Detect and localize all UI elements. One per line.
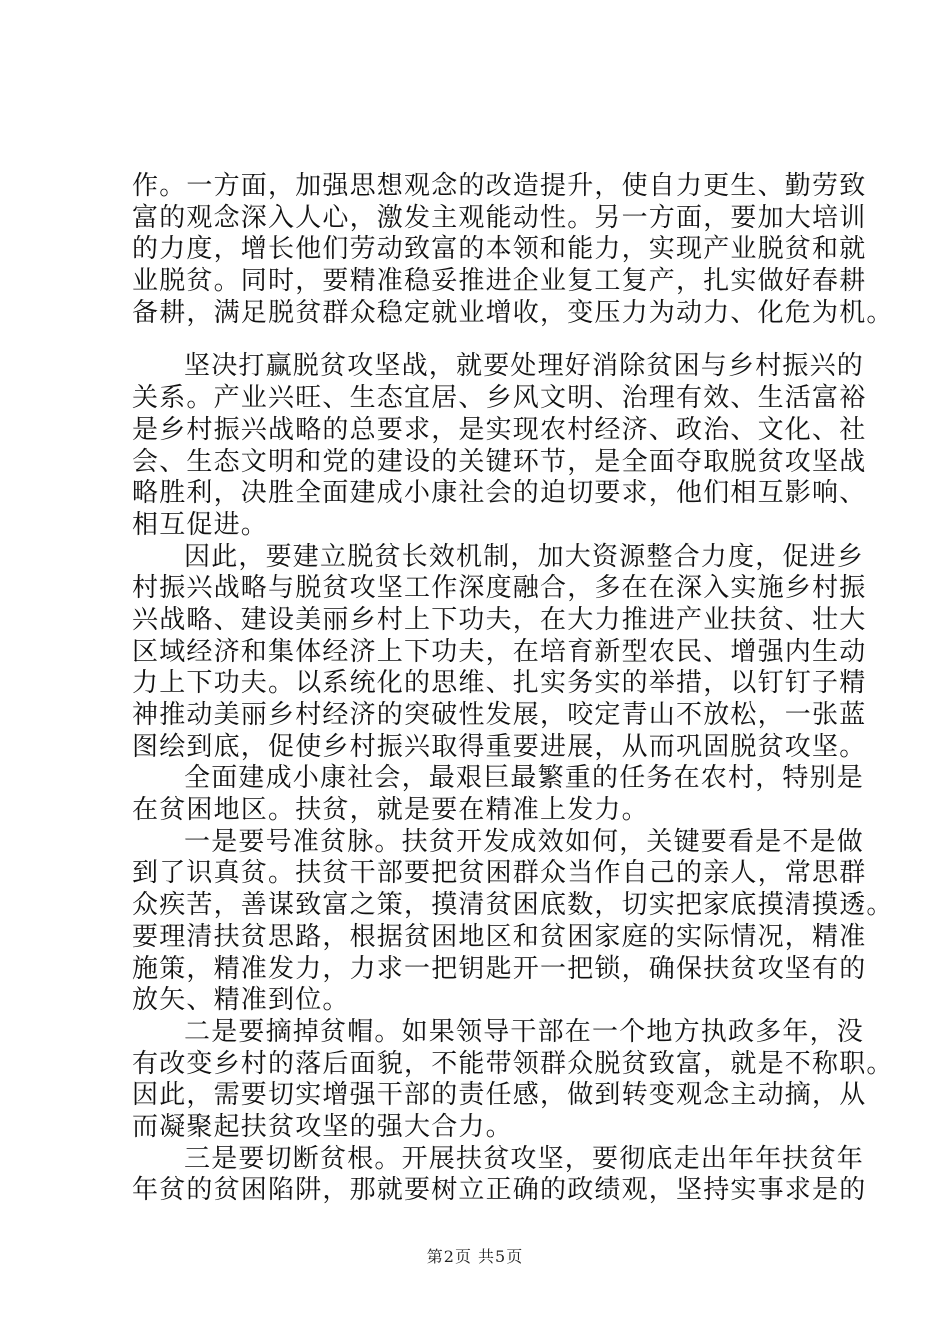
paragraph-5 (132, 826, 894, 1017)
text-line: 业脱贫。同时，要精准稳妥推进企业复工复产，扎实做好春耕 (132, 266, 867, 297)
paragraph-1 (132, 171, 894, 329)
document-body (132, 171, 894, 1207)
text-line: 关系。产业兴旺、生态宜居、乡风文明、治理有效、生活富裕 (132, 383, 867, 414)
text-line: 坚决打赢脱贫攻坚战，就要处理好消除贫困与乡村振兴的 (184, 351, 865, 382)
text-line: 要理清扶贫思路，根据贫困地区和贫困家庭的实际情况，精准 (132, 921, 867, 952)
text-line: 因此，要建立脱贫长效机制，加大资源整合力度，促进乡 (184, 541, 865, 572)
text-line: 神推动美丽乡村经济的突破性发展，咬定青山不放松，一张蓝 (132, 700, 867, 730)
text-line: 略胜利，决胜全面建成小康社会的迫切要求，他们相互影响、 (132, 478, 867, 509)
text-line: 而凝聚起扶贫攻坚的强大合力。 (132, 1111, 513, 1142)
text-line: 一是要号准贫脉。扶贫开发成效如何，关键要看是不是做 (184, 826, 865, 857)
text-line: 会、生态文明和党的建设的关键环节，是全面夺取脱贫攻坚战 (132, 446, 867, 477)
text-line: 富的观念深入人心，激发主观能动性。另一方面，要加大培训 (132, 202, 867, 233)
text-line: 施策，精准发力，力求一把钥匙开一把锁，确保扶贫攻坚有的 (132, 953, 867, 984)
paragraph-gap (132, 329, 832, 351)
paragraph-6 (132, 1016, 894, 1144)
text-line: 放矢、精准到位。 (132, 985, 350, 1016)
paragraph-2 (132, 351, 867, 541)
text-line: 的力度，增长他们劳动致富的本领和能力，实现产业脱贫和就 (132, 234, 867, 265)
page-number-footer: 第2页 共5页 (426, 1247, 524, 1266)
paragraph-4 (132, 763, 865, 826)
text-line: 村振兴战略与脱贫攻坚工作深度融合，多在在深入实施乡村振 (132, 573, 867, 604)
text-line: 众疾苦，善谋致富之策，摸清贫困底数，切实把家底摸清摸透。 (132, 890, 894, 921)
text-line: 二是要摘掉贫帽。如果领导干部在一个地方执政多年，没 (184, 1016, 865, 1047)
text-line: 力上下功夫。以系统化的思维、扎实务实的举措，以钉钉子精 (132, 668, 867, 699)
text-line: 年贫的贫困陷阱，那就要树立正确的政绩观，坚持实事求是的 (132, 1175, 867, 1206)
text-line: 作。一方面，加强思想观念的改造提升，使自力更生、勤劳致 (132, 171, 867, 201)
text-line: 因此，需要切实增强干部的责任感，做到转变观念主动摘，从 (132, 1080, 867, 1111)
text-line: 在贫困地区。扶贫，就是要在精准上发力。 (132, 795, 649, 826)
text-line: 备耕，满足脱贫群众稳定就业增收，变压力为动力、化危为机。 (132, 297, 894, 328)
text-line: 相互促进。 (132, 509, 269, 540)
text-line: 是乡村振兴战略的总要求，是实现农村经济、政治、文化、社 (132, 414, 867, 445)
text-line: 三是要切断贫根。开展扶贫攻坚，要彻底走出年年扶贫年 (184, 1143, 865, 1174)
text-line: 图绘到底，促使乡村振兴取得重要进展，从而巩固脱贫攻坚。 (132, 731, 867, 762)
text-line: 兴战略、建设美丽乡村上下功夫，在大力推进产业扶贫、壮大 (132, 604, 867, 635)
text-line: 全面建成小康社会，最艰巨最繁重的任务在农村，特别是 (184, 763, 865, 794)
paragraph-3 (132, 541, 867, 764)
text-line: 到了识真贫。扶贫干部要把贫困群众当作自己的亲人，常思群 (132, 858, 867, 889)
text-line: 区域经济和集体经济上下功夫，在培育新型农民、增强内生动 (132, 636, 867, 667)
text-line: 有改变乡村的落后面貌，不能带领群众脱贫致富，就是不称职。 (132, 1048, 894, 1079)
paragraph-7 (132, 1143, 867, 1207)
